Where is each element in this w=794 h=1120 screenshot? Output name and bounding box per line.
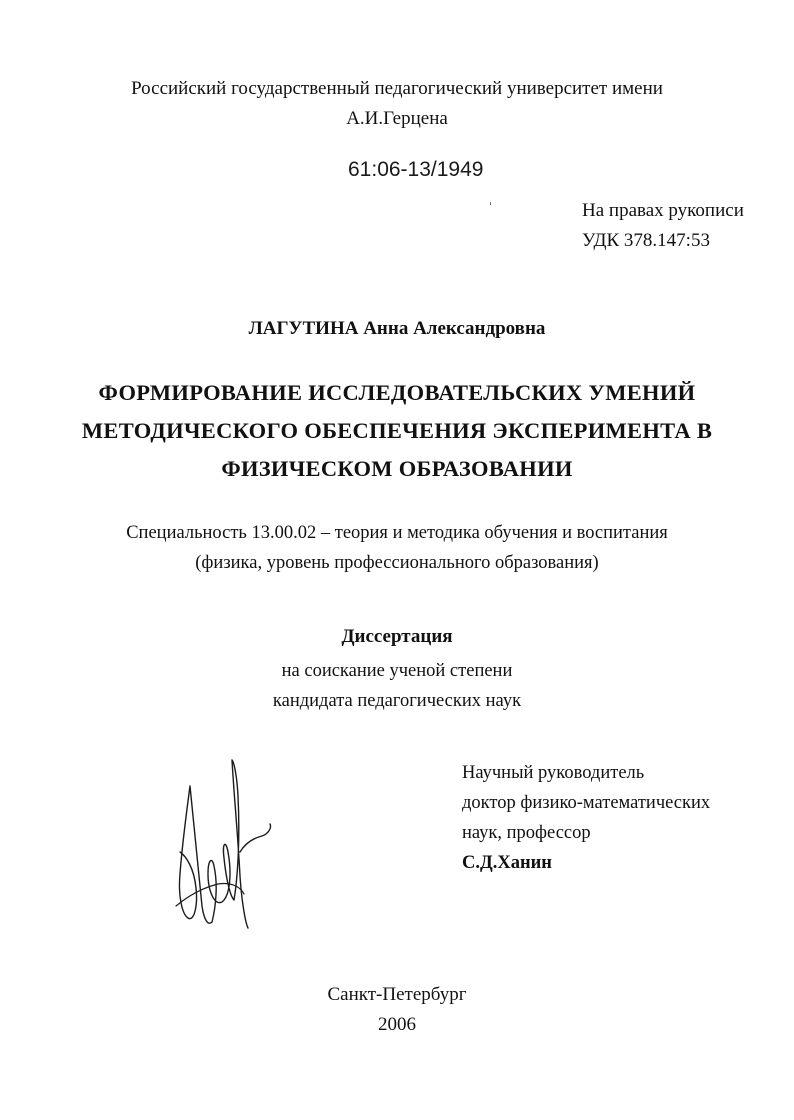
advisor-name: С.Д.Ханин (462, 853, 552, 873)
year: 2006 (378, 1014, 416, 1035)
specialty-line: Специальность 13.00.02 – теория и методика обучения и воспитания (126, 523, 668, 543)
title-line: ФОРМИРОВАНИЕ ИССЛЕДОВАТЕЛЬСКИХ УМЕНИЙ (98, 380, 696, 405)
library-stamp-code: 61:06-13/1949 (348, 158, 484, 181)
place-and-year (0, 980, 794, 1040)
scientific-advisor-block (462, 758, 710, 878)
udk-code: УДК 378.147:53 (582, 230, 710, 251)
manuscript-rights: На правах рукописи (582, 200, 744, 221)
advisor-degree-continued: наук, профессор (462, 823, 591, 843)
degree-block (0, 656, 794, 716)
university-name-continued: А.И.Герцена (346, 108, 448, 129)
dissertation-title (0, 374, 794, 488)
signature-stroke (179, 760, 270, 928)
degree-line: кандидата педагогических наук (272, 691, 522, 711)
city: Санкт-Петербург (327, 984, 467, 1005)
author-name: ЛАГУТИНА Анна Александровна (248, 318, 546, 339)
handwritten-signature (168, 756, 278, 936)
title-line: ФИЗИЧЕСКОМ ОБРАЗОВАНИИ (221, 456, 573, 481)
manuscript-rights-block (582, 196, 744, 256)
specialty-block (0, 518, 794, 578)
advisor-role: Научный руководитель (462, 763, 645, 783)
university-header (0, 74, 794, 134)
advisor-degree: доктор физико-математических (462, 793, 711, 813)
dissertation-heading: Диссертация (341, 626, 453, 647)
scan-speck (490, 202, 491, 205)
university-name: Российский государственный педагогический университет имени (131, 78, 663, 99)
signature-loop (176, 883, 244, 906)
title-line: МЕТОДИЧЕСКОГО ОБЕСПЕЧЕНИЯ ЭКСПЕРИМЕНТА В (81, 418, 713, 443)
specialty-subline: (физика, уровень профессионального образования) (195, 553, 599, 573)
degree-line: на соискание ученой степени (281, 661, 513, 681)
